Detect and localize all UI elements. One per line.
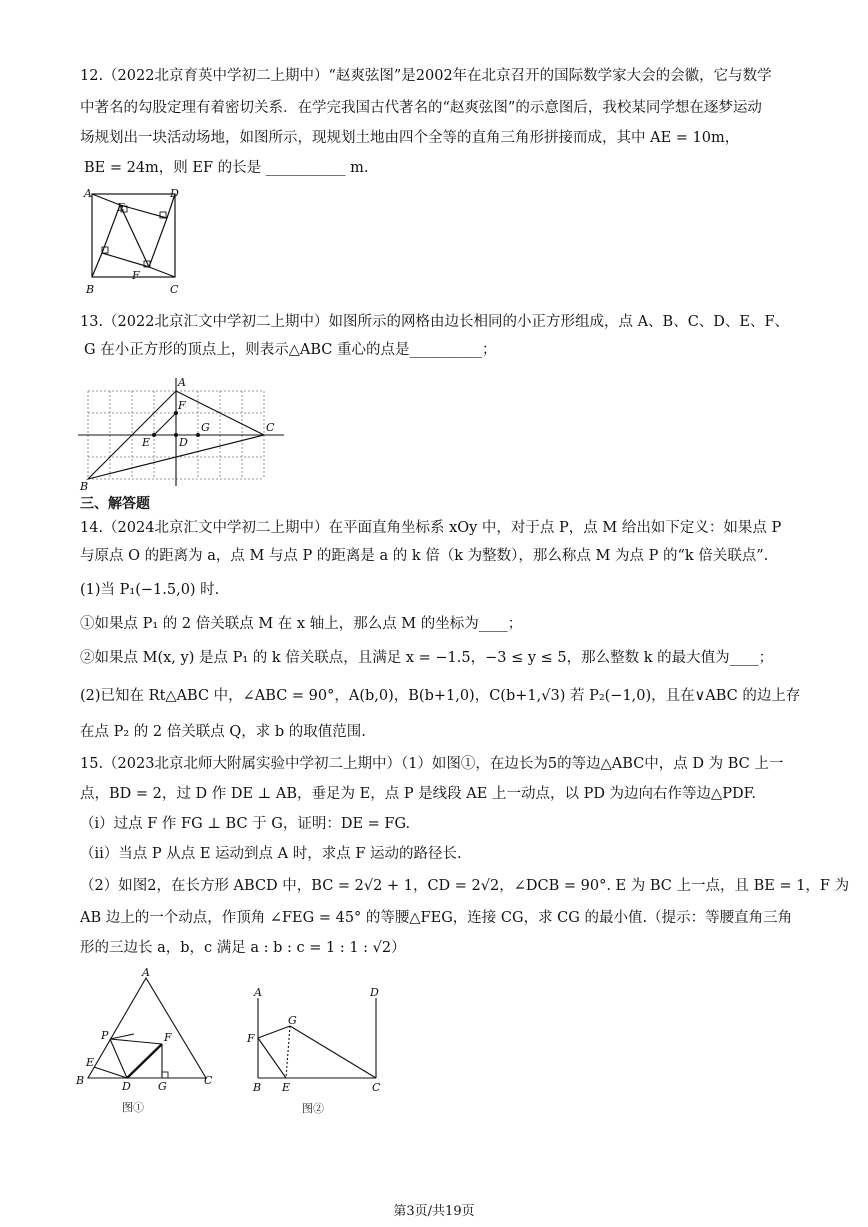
p12-line-2: 中著名的勾股定理有着密切关系．在学完我国古代著名的“赵爽弦图”的示意图后，我校某同学想在逐梦运动 <box>80 100 762 116</box>
p13-label-a: A <box>178 376 186 389</box>
p12-label-e: E <box>117 201 126 214</box>
p15-line-3: （i）过点 F 作 FG ⊥ BC 于 G，证明：DE = FG. <box>80 816 411 832</box>
p15-line-2: 点，BD = 2，过 D 作 DE ⊥ AB，垂足为 E，点 P 是线段 AE 上一动点，以 PD 为边向右作等边△PDF. <box>80 786 757 802</box>
fig2-label-b: B <box>253 1081 262 1094</box>
page-footer: 第3页/共19页 <box>393 1204 475 1219</box>
p14-line-7: 在点 P₂ 的 2 倍关联点 Q，求 b 的取值范围. <box>80 724 366 740</box>
zhao-shuang-figure <box>82 185 187 297</box>
p12-line-1: 12.（2022北京育英中学初二上期中）“赵爽弦图”是2002年在北京召开的国际数学家大会的会徽，它与数学 <box>80 68 772 84</box>
p15-line-5: （2）如图2，在长方形 ABCD 中，BC = 2√2 + 1，CD = 2√2，∠DCB = 90°. E 为 BC 上一点，且 BE = 1，F 为 <box>80 878 850 894</box>
p12-line-4: BE = 24m，则 EF 的长是 ___________ m. <box>84 160 369 176</box>
fig2-label-a: A <box>254 988 262 999</box>
p14-line-5: ②如果点 M(x, y) 是点 P₁ 的 k 倍关联点，且满足 x = −1.5，−3 ≤ y ≤ 5，那么整数 k 的最大值为____； <box>80 650 774 666</box>
p14-line-6: (2)已知在 Rt△ABC 中，∠ABC = 90°，A(b,0)，B(b+1,0)，C(b+1,√3) 若 P₂(−1,0)，且在∨ABC 的边上存 <box>80 688 801 704</box>
fig2-label-c: C <box>372 1081 381 1094</box>
p15-line-7: 形的三边长 a，b，c 满足 a : b : c = 1 : 1 : √2） <box>80 940 406 956</box>
p13-label-d: D <box>179 436 188 449</box>
p13-line-2: G 在小正方形的顶点上，则表示△ABC 重心的点是__________； <box>84 342 497 358</box>
p14-line-3: (1)当 P₁(−1.5,0) 时. <box>80 582 220 598</box>
p15-line-4: （ii）当点 P 从点 E 运动到点 A 时，求点 F 运动的路径长. <box>80 846 462 862</box>
p15-line-1: 15.（2023北京北师大附属实验中学初二上期中）（1）如图①，在边长为5的等边△ABC中，点 D 为 BC 上一 <box>80 756 784 772</box>
p12-label-b: B <box>86 283 95 296</box>
grid-triangle-figure <box>78 368 290 492</box>
fig1-label-a: A <box>142 966 150 979</box>
p13-label-e: E <box>142 436 151 449</box>
p14-line-1: 14.（2024北京汇文中学初二上期中）在平面直角坐标系 xOy 中，对于点 P，点 M 给出如下定义：如果点 P <box>80 520 782 536</box>
p12-label-c: C <box>170 283 179 296</box>
fig2-label-g: G <box>288 1014 297 1027</box>
fig1-label-e: E <box>86 1056 95 1069</box>
p13-label-c: C <box>266 421 275 434</box>
fig1-label-b: B <box>76 1074 85 1087</box>
equilateral-figure-1 <box>74 966 224 1116</box>
p12-label-f: F <box>132 269 140 282</box>
p13-label-b: B <box>80 480 89 492</box>
fig2-label-d: D <box>370 988 379 999</box>
p12-label-a: A <box>84 187 92 200</box>
p15-line-6: AB 边上的一个动点，作顶角 ∠FEG = 45° 的等腰△FEG，连接 CG，求 CG 的最小值.（提示：等腰直角三角 <box>80 910 793 926</box>
p14-line-2: 与原点 O 的距离为 a，点 M 与点 P 的距离是 a 的 k 倍（k 为整数），那么称点 M 为点 P 的“k 倍关联点”. <box>80 548 769 564</box>
fig1-label-g: G <box>158 1080 167 1093</box>
p13-line-1: 13.（2022北京汇文中学初二上期中）如图所示的网格由边长相同的小正方形组成，点 A、B、C、D、E、F、 <box>80 314 790 330</box>
fig2-label-e: E <box>282 1081 291 1094</box>
p13-label-g: G <box>201 421 210 434</box>
p14-line-4: ①如果点 P₁ 的 2 倍关联点 M 在 x 轴上，那么点 M 的坐标为____； <box>80 616 523 632</box>
fig1-label-c: C <box>204 1074 213 1087</box>
fig1-label-f: F <box>164 1031 172 1044</box>
fig1-label-d: D <box>122 1080 131 1093</box>
fig2-caption: 图② <box>302 1102 324 1115</box>
section-heading: 三、解答题 <box>80 496 150 512</box>
rectangle-figure-2 <box>244 988 394 1116</box>
fig1-caption: 图① <box>122 1101 144 1114</box>
p12-label-d: D <box>170 187 179 200</box>
p12-line-3: 场规划出一块活动场地，如图所示，现规划土地由四个全等的直角三角形拼接而成，其中 AE = 10m， <box>80 130 740 146</box>
p13-label-f: F <box>178 399 186 412</box>
fig2-label-f: F <box>247 1032 255 1045</box>
fig1-label-p: P <box>101 1029 109 1042</box>
